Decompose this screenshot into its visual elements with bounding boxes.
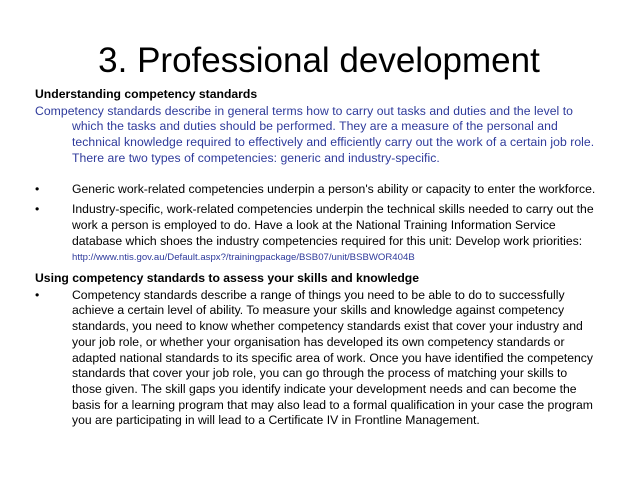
bullet-item-competency-standards: [35, 288, 600, 429]
bullet-icon: •: [35, 202, 40, 217]
bullet-text: Industry-specific, work-related competencies underpin the technical skills needed to carry out the work a person is employed to do. Have a look at the National Training Information Service database which shoes the industry competencies required for this unit: Develop work priorities:: [72, 202, 594, 248]
ntis-link[interactable]: http://www.ntis.gov.au/Default.aspx?/trainingpackage/BSB07/unit/BSBWOR404B: [72, 252, 415, 264]
bullet-text: Competency standards describe a range of things you need to be able to do to successfully achieve a certain level of ability. To measure your skills and knowledge against competency standards, you need to know whether competency standards exist that cover your industry and your job role, or whether your organisation has developed its own competency standards or adapted national standards to its specific area of work. Once you have identified the competency standards that cover your job role, you can go through the process of matching your skills to those given. The skill gaps you identify indicate your development needs and can become the basis for a learning program that may also lead to a formal qualification in your case the program you are participating in will lead to a Certificate IV in Frontline Management.: [72, 287, 593, 428]
slide-title: 3. Professional development: [98, 41, 540, 80]
bullet-icon: •: [35, 287, 40, 302]
bullet-text: Generic work-related competencies underpin a person's ability or capacity to enter the workforce.: [72, 181, 596, 196]
bullet-item-industry-specific: [35, 202, 600, 266]
section-heading-understanding: Understanding competency standards: [35, 87, 258, 101]
section-heading-using-standards: Using competency standards to assess your skills and knowledge: [35, 271, 420, 286]
bullet-icon: •: [35, 181, 40, 196]
slide-content: [35, 87, 600, 434]
section-intro-paragraph: Competency standards describe in general terms how to carry out tasks and duties and the level to which the tasks and duties should be performed. They are a measure of the personal and technical knowledge required to effectively and efficiently carry out the work of a certain job role. There are two types of competencies: generic and industry-specific.: [35, 103, 595, 165]
bullet-item-generic: [35, 182, 600, 198]
spacer: [35, 167, 600, 182]
